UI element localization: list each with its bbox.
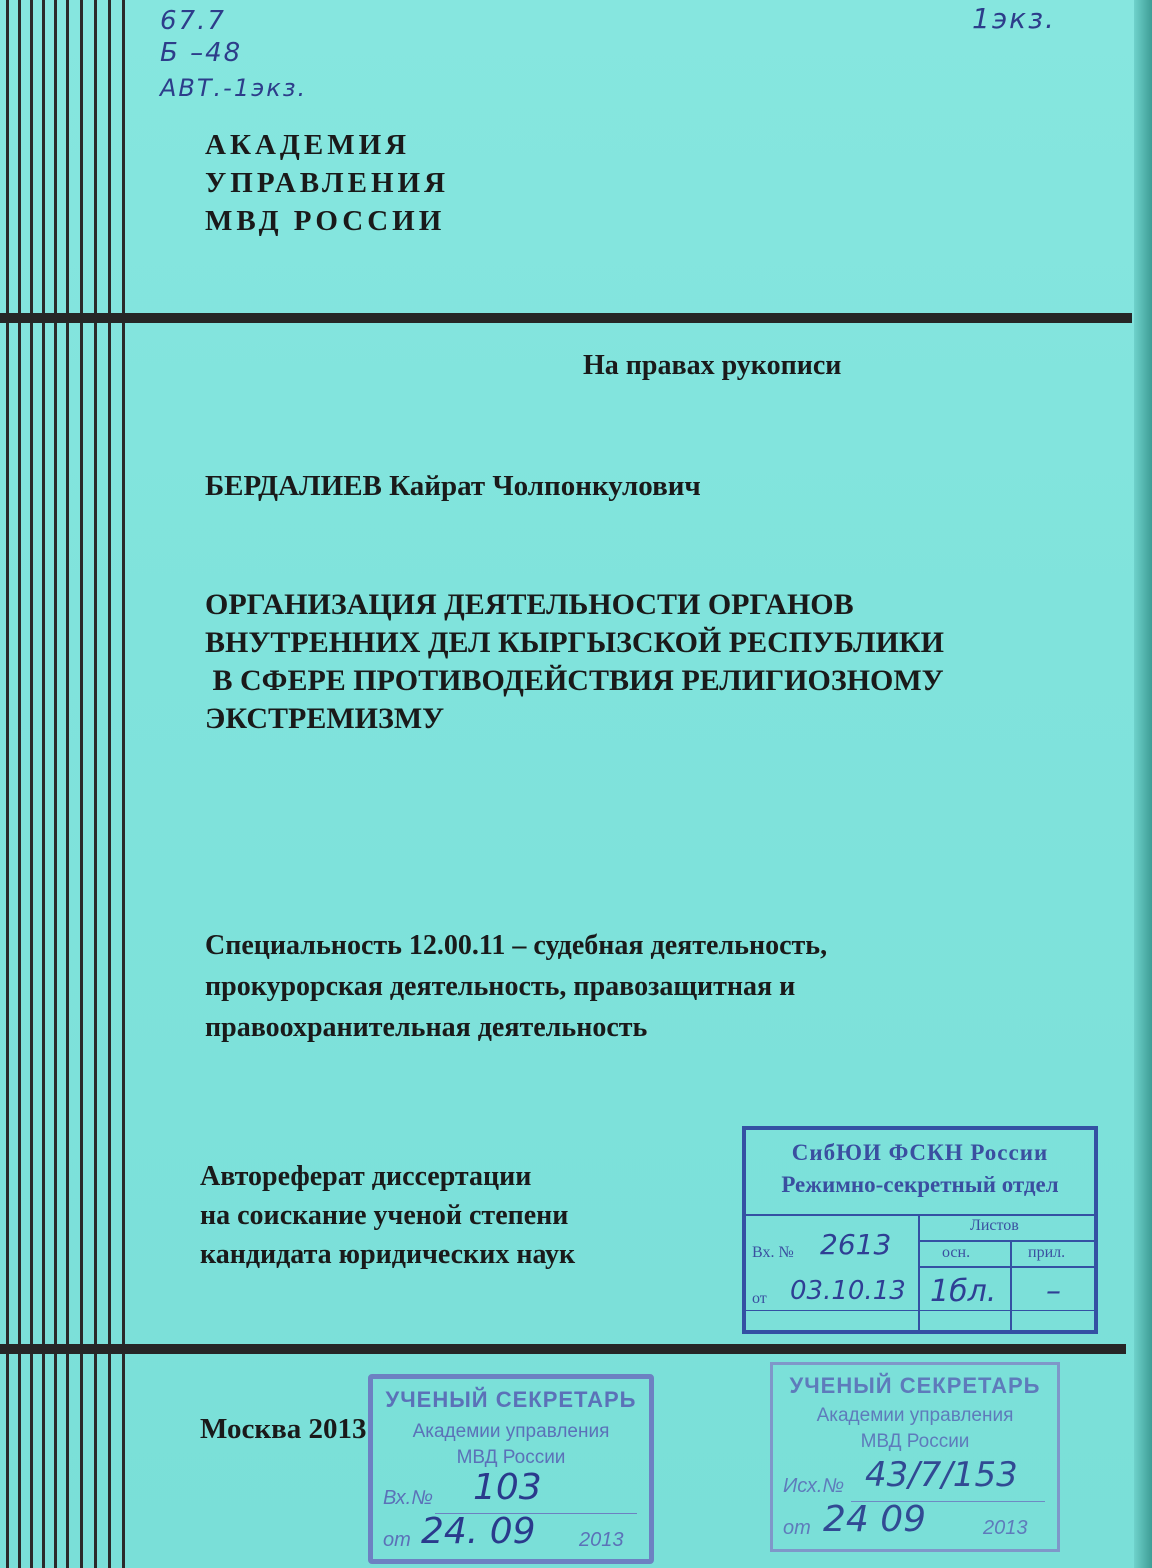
vertical-line <box>30 0 33 1568</box>
secretary-stamp-line-3: МВД России <box>456 1447 566 1468</box>
horizontal-band-top <box>0 313 1132 323</box>
stamp-in-label: Вх. № <box>752 1244 794 1261</box>
decorative-vertical-lines <box>0 0 140 1568</box>
academy-line-2: УПРАВЛЕНИЯ <box>205 167 450 199</box>
secretary-stamp-out-number: 43/7/153 <box>865 1455 1018 1495</box>
stamp-basic-value: 1бл. <box>930 1274 997 1309</box>
stamp-divider <box>918 1240 1094 1242</box>
secretary-stamp-title: УЧЕНЫЙ СЕКРЕТАРЬ <box>385 1387 637 1412</box>
secretary-stamp-outgoing <box>770 1362 1060 1552</box>
stamp-divider <box>746 1310 1094 1311</box>
vertical-line <box>6 0 9 1568</box>
vertical-line <box>94 0 97 1568</box>
vertical-line <box>66 0 69 1568</box>
vertical-line <box>18 0 21 1568</box>
secretary-stamp-year: 2013 <box>579 1529 624 1551</box>
secretary-stamp-in-label: Вх.№ <box>383 1487 433 1509</box>
abstract-line-1: Автореферат диссертации <box>200 1161 532 1192</box>
stamp-dept: Режимно-секретный отдел <box>781 1172 1059 1197</box>
secretary-stamp-date: 24 09 <box>823 1499 927 1540</box>
secretary-stamp-title: УЧЕНЫЙ СЕКРЕТАРЬ <box>789 1373 1041 1398</box>
secretary-stamp-incoming <box>368 1374 654 1564</box>
stamp-attach-label: прил. <box>1028 1244 1066 1261</box>
abstract-line-2: на соискание ученой степени <box>200 1200 569 1231</box>
secretary-stamp-line-2: Академии управления <box>816 1405 1014 1426</box>
stamp-date: 03.10.13 <box>790 1276 906 1306</box>
title-line-2: ВНУТРЕННИХ ДЕЛ КЫРГЫЗСКОЙ РЕСПУБЛИКИ <box>205 626 944 659</box>
abstract-line-3: кандидата юридических наук <box>200 1239 576 1270</box>
specialty-line-3: правоохранительная деятельность <box>205 1012 648 1043</box>
stamp-divider <box>918 1266 1094 1268</box>
vertical-line <box>108 0 111 1568</box>
secretary-stamp-line-3: МВД России <box>860 1431 970 1452</box>
title-line-4: ЭКСТРЕМИЗМУ <box>205 702 445 735</box>
vertical-line <box>42 0 45 1568</box>
secretary-stamp-line-2: Академии управления <box>412 1421 610 1442</box>
registration-stamp <box>742 1126 1098 1334</box>
stamp-sheets-label: Листов <box>970 1217 1019 1234</box>
secretary-stamp-date: 24. 09 <box>421 1511 536 1552</box>
specialty-block <box>205 925 827 1048</box>
vertical-line <box>80 0 83 1568</box>
stamp-attach-value: – <box>1046 1274 1061 1309</box>
academy-line-1: АКАДЕМИЯ <box>205 129 411 161</box>
city-year: Москва 2013 <box>200 1413 367 1445</box>
specialty-line-2: прокурорская деятельность, правозащитная и <box>205 971 796 1002</box>
horizontal-band-bottom <box>0 1344 1126 1354</box>
specialty-line-1: Специальность 12.00.11 – судебная деятельность, <box>205 930 828 961</box>
stamp-divider <box>918 1214 920 1330</box>
secretary-stamp-out-label: Исх.№ <box>783 1475 845 1497</box>
vertical-line <box>54 0 57 1568</box>
academy-line-3: МВД РОССИИ <box>205 205 446 237</box>
stamp-in-number: 2613 <box>820 1228 892 1261</box>
dissertation-title <box>205 586 944 738</box>
stamp-basic-label: осн. <box>942 1244 971 1261</box>
vertical-line <box>122 0 125 1568</box>
manuscript-note: На правах рукописи <box>583 350 842 381</box>
title-line-1: ОРГАНИЗАЦИЯ ДЕЯТЕЛЬНОСТИ ОРГАНОВ <box>205 588 854 621</box>
title-line-3: В СФЕРЕ ПРОТИВОДЕЙСТВИЯ РЕЛИГИОЗНОМУ <box>205 664 944 697</box>
stamp-divider <box>746 1214 1094 1216</box>
handwritten-code-3: АВТ.-1экз. <box>160 74 308 102</box>
author-name: БЕРДАЛИЕВ Кайрат Чолпонкулович <box>205 470 701 502</box>
stamp-divider <box>1010 1240 1012 1330</box>
abstract-block <box>200 1157 575 1274</box>
handwritten-corner-note: 1экз. <box>972 2 1056 35</box>
stamp-org: СибЮИ ФСКН России <box>791 1140 1049 1165</box>
handwritten-code-1: 67.7 <box>160 6 226 36</box>
handwritten-code-2: Б –48 <box>160 38 243 68</box>
secretary-stamp-year: 2013 <box>983 1517 1028 1539</box>
secretary-stamp-from-label: от <box>783 1517 811 1539</box>
stamp-from-label: от <box>752 1290 767 1307</box>
scan-edge <box>1134 0 1152 1568</box>
secretary-stamp-in-number: 103 <box>473 1467 542 1508</box>
academy-name <box>205 126 449 240</box>
secretary-stamp-from-label: от <box>383 1529 411 1551</box>
